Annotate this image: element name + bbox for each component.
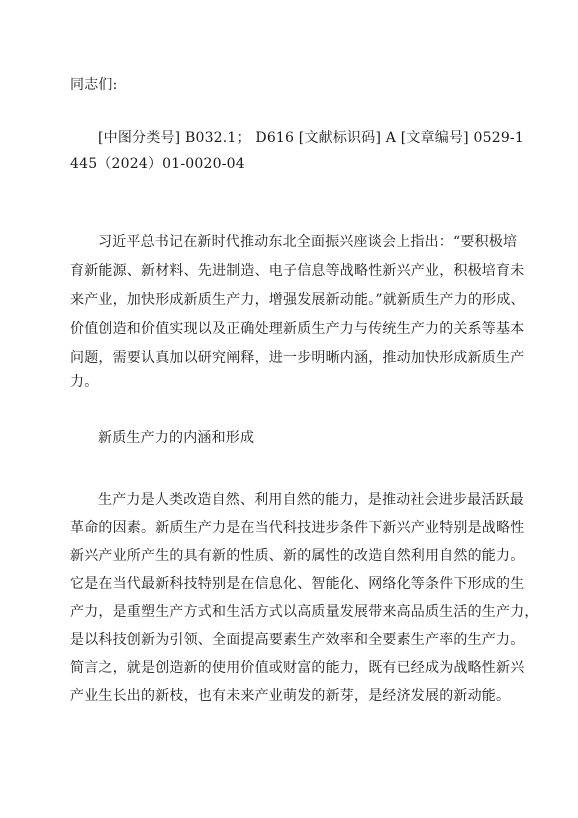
paragraph-line: 价值创造和价值实现以及正确处理新质生产力与传统生产力的关系等基本 [70, 321, 525, 337]
paragraph-line: 新兴产业所产生的具有新的性质、新的属性的改造自然利用自然的能力。 [70, 548, 525, 564]
paragraph-line: 来产业，加快形成新质生产力，增强发展新动能。”就新质生产力的形成、 [70, 292, 525, 308]
paragraph-line: 力。 [70, 374, 99, 390]
classification-line-1: [中图分类号] B032.1； D616 [文献标识码] A [文章编号] 0529-1 [98, 130, 524, 146]
paragraph-line: 产力，是重塑生产方式和生活方式以高质量发展带来高品质生活的生产力， [70, 604, 539, 620]
paragraph-line: 习近平总书记在新时代推动东北全面振兴座谈会上指出：“要积极培 [98, 234, 518, 250]
classification-line-2: 445（2024）01-0020-04 [70, 156, 245, 172]
salutation: 同志们: [70, 77, 118, 93]
paragraph-line: 生产力是人类改造自然、利用自然的能力，是推动社会进步最活跃最 [98, 492, 524, 508]
paragraph-line: 革命的因素。新质生产力是在当代科技进步条件下新兴产业特别是战略性 [70, 520, 525, 536]
paragraph-line: 产业生长出的新枝，也有未来产业萌发的新芽，是经济发展的新动能。 [70, 688, 511, 704]
paragraph-line: 简言之，就是创造新的使用价值或财富的能力，既有已经成为战略性新兴 [70, 660, 525, 676]
paragraph-line: 育新能源、新材料、先进制造、电子信息等战略性新兴产业，积极培育未 [70, 263, 525, 279]
section-heading: 新质生产力的内涵和形成 [98, 430, 255, 446]
paragraph-line: 是以科技创新为引领、全面提高要素生产效率和全要素生产率的生产力。 [70, 632, 525, 648]
paragraph-line: 它是在当代最新科技特别是在信息化、智能化、网络化等条件下形成的生 [70, 576, 525, 592]
paragraph-line: 问题，需要认真加以研究阐释，进一步明晰内涵，推动加快形成新质生产 [70, 350, 525, 366]
